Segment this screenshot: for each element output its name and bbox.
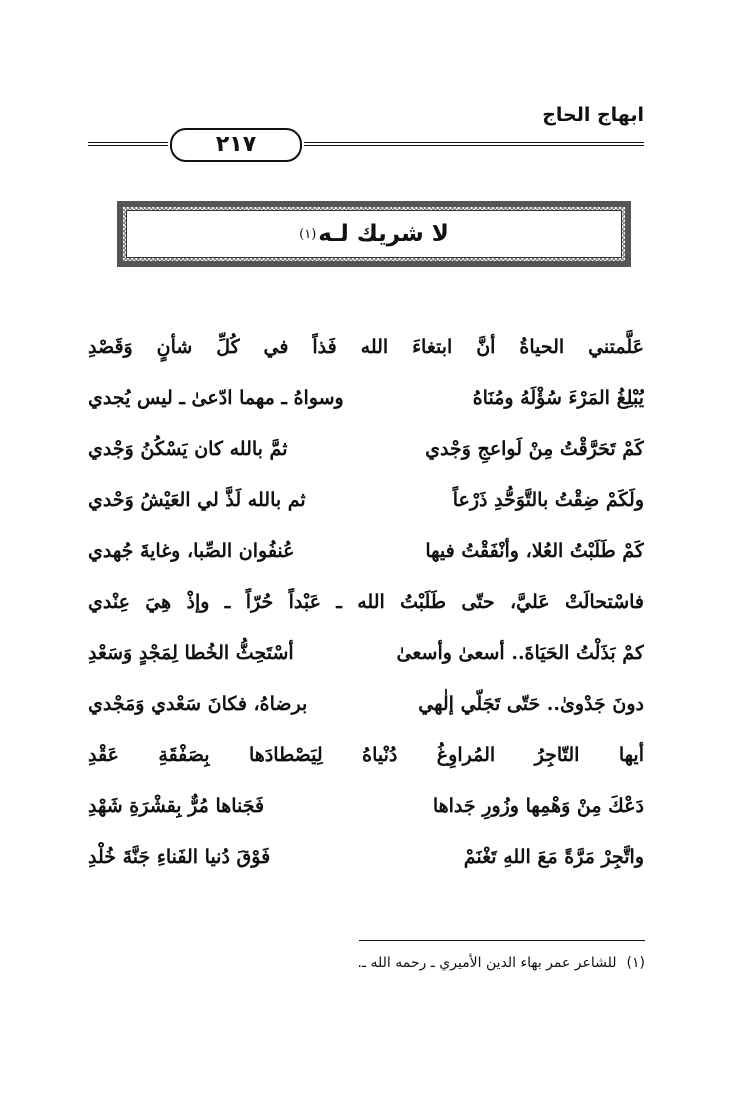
verse-6: فاسْتحالَتْ عَليَّ، حتّى طَلَبْتُ الله ـ عَبْداً حُرّاً ـ وإذْ هِيَ عِنْدي	[88, 591, 644, 613]
verse-11	[88, 832, 644, 883]
verse-3-second-hemistich: ثمَّ بالله كان يَسْكُنُ وَجْدي	[88, 438, 288, 460]
footnote	[89, 955, 645, 971]
verse-11-first-hemistich: واتَّجِرْ مَرَّةً مَعَ اللهِ تَغْنَمْ	[463, 846, 644, 868]
running-title: ابهاج الحاج	[542, 104, 644, 126]
verse-10	[88, 781, 644, 832]
poem-title-frame	[117, 201, 631, 267]
footnote-marker: (١)	[626, 955, 645, 971]
verse-2-first-hemistich: يُبْلِغُ المَرْءَ سُؤْلَهُ ومُنَاهُ	[472, 387, 644, 409]
verse-3	[88, 424, 644, 475]
verse-5-first-hemistich: كَمْ طَلَبْتُ العُلا، وأنْفَقْتُ فيها	[425, 540, 644, 562]
verse-2-second-hemistich: وسواهُ ـ مهما ادّعىٰ ـ ليس يُجدي	[88, 387, 344, 409]
verse-4	[88, 475, 644, 526]
poem-title-inner	[126, 210, 622, 258]
verse-8-second-hemistich: برضاهُ، فكانَ سَعْدي وَمَجْدي	[88, 693, 308, 715]
verse-4-second-hemistich: ثم بالله لَذَّ لي العَيْشُ وَحْدي	[88, 489, 306, 511]
verse-8	[88, 679, 644, 730]
verse-3-first-hemistich: كَمْ تَحَرَّقْتُ مِنْ لَواعجِ وَجْدي	[425, 438, 644, 460]
verse-4-first-hemistich: ولَكَمْ ضِقْتُ بالتَّوَحُّدِ ذَرْعاً	[452, 489, 644, 511]
verse-2	[88, 373, 644, 424]
verse-8-first-hemistich: دونَ جَدْوىٰ.. حَتّى تَجَلّي إلٰهي	[418, 693, 644, 715]
poem-body	[88, 322, 644, 883]
verse-1: عَلَّمتني الحياةُ أنَّ ابتغاءَ الله فَذاً في كُلِّ شأنٍ وَقَصْدِ	[88, 336, 644, 358]
verse-5	[88, 526, 644, 577]
header-rule-right	[304, 142, 644, 146]
header-rule-left	[88, 142, 168, 146]
verse-9: أيها التّاجِرُ المُراوِغُ دُنْياهُ لِيَصْطادَها بِصَفْقَةِ عَقْدِ	[88, 744, 644, 766]
title-footnote-ref: (١)	[299, 226, 317, 242]
poem-title: لا شريك لـه	[318, 221, 449, 247]
verse-10-first-hemistich: دَعْكَ مِنْ وَهْمِها وزُورِ جَداها	[432, 795, 644, 817]
verse-5-second-hemistich: عُنفُوان الصِّبا، وغايةَ جُهدي	[88, 540, 295, 562]
footnote-rule	[359, 940, 645, 941]
verse-7-second-hemistich: أسْتَحِثُّ الخُطا لِمَجْدٍ وَسَعْدِ	[88, 642, 294, 664]
verse-7-first-hemistich: كمْ بَذَلْتُ الحَيَاةَ.. أسعىٰ وأسعىٰ	[396, 642, 644, 664]
verse-10-second-hemistich: فَجَناها مُرٌّ بِقشْرَةِ شَهْدِ	[88, 795, 265, 817]
footnote-text: للشاعر عمر بهاء الدين الأميري ـ رحمه الله ـ.	[357, 955, 617, 971]
verse-11-second-hemistich: فَوْقَ دُنيا الفَناءِ جَنَّةَ خُلْدِ	[88, 846, 271, 868]
page-header	[88, 104, 644, 157]
verse-7	[88, 628, 644, 679]
page-number: ٢١٧	[170, 128, 302, 162]
